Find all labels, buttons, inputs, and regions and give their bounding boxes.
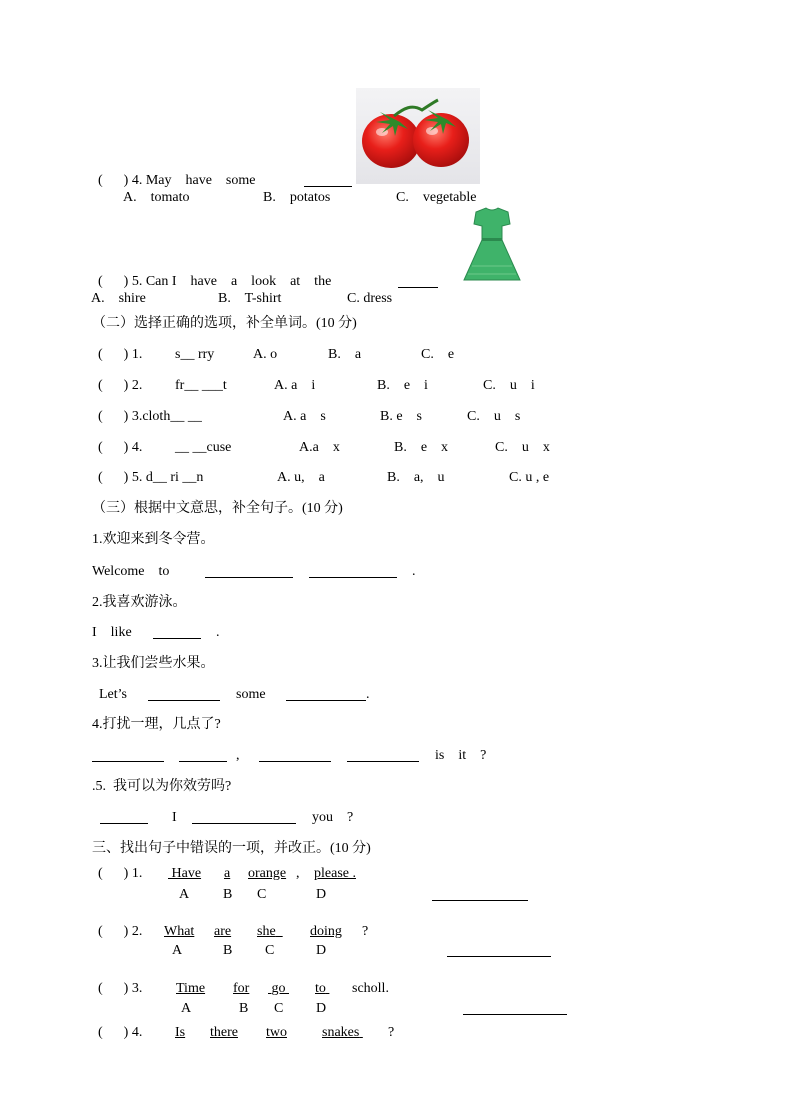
err-q1-letter-a: A: [179, 887, 190, 902]
err-q1-answer-blank[interactable]: [432, 887, 528, 906]
s3-2-blank[interactable]: [153, 625, 201, 644]
q4-option-b: B. potatos: [263, 190, 331, 205]
s3-5-english-b: you ?: [312, 810, 354, 825]
err-q3-letter-c: C: [274, 1001, 284, 1016]
err-q2-letter-d: D: [316, 943, 327, 958]
s2-q3-paren: ( ) 3.cloth__ __: [98, 409, 202, 424]
q4-option-c: C. vegetable: [396, 190, 477, 205]
tomato-image: [356, 88, 480, 184]
s2-q2-a: A. a i: [274, 378, 316, 393]
s2-q2-paren: ( ) 2.: [98, 378, 143, 393]
s2-q5-b: B. a, u: [387, 470, 445, 485]
s3-2-english: I like: [92, 625, 132, 640]
s3-5-blank-1[interactable]: [100, 810, 148, 829]
s3-1-blank-1[interactable]: [205, 564, 293, 583]
q4-stem: ( ) 4. May have some: [98, 173, 256, 188]
s2-q5-paren: ( ) 5. d__ ri __n: [98, 470, 204, 485]
s2-q1-a: A. o: [253, 347, 278, 362]
s2-q2-b: B. e i: [377, 378, 428, 393]
s3-2-period: .: [216, 625, 220, 640]
s2-q4-c: C. u x: [495, 440, 550, 455]
err-q2-word-b: are: [214, 924, 232, 939]
q5-blank[interactable]: [398, 274, 438, 293]
err-q3-letter-b: B: [239, 1001, 249, 1016]
err-q4-word-d: snakes: [322, 1025, 360, 1040]
s3-1-chinese: 1.欢迎来到冬令营。: [92, 532, 215, 547]
s2-q4-a: A.a x: [299, 440, 340, 455]
s2-q1-b: B. a: [328, 347, 362, 362]
s3-1-english: Welcome to: [92, 564, 170, 579]
err-q2-word-a: What: [164, 924, 195, 939]
s2-q1-c: C. e: [421, 347, 455, 362]
s2-q2-c: C. u i: [483, 378, 535, 393]
s2-q5-a: A. u, a: [277, 470, 325, 485]
s3-4-comma: ,: [236, 748, 240, 763]
err-q3-letter-d: D: [316, 1001, 327, 1016]
s2-q2-word: fr__ ___t: [175, 378, 227, 393]
s3-4-blank-4[interactable]: [347, 748, 419, 767]
err-q4-word-a: Is: [175, 1025, 186, 1040]
s3-3-chinese: 3.让我们尝些水果。: [92, 656, 215, 671]
s3-3-period: .: [366, 687, 370, 702]
s2-q4-b: B. e x: [394, 440, 449, 455]
err-q3-answer-blank[interactable]: [463, 1001, 567, 1020]
err-q2-answer-blank[interactable]: [447, 943, 551, 962]
err-q3-tail: scholl.: [352, 981, 389, 996]
err-q1-word-d: please .: [314, 866, 356, 881]
err-q4-word-b: there: [210, 1025, 238, 1040]
s3-5-english-a: I: [172, 810, 177, 825]
s3-3-english-a: Let’s: [99, 687, 127, 702]
err-q1-letter-c: C: [257, 887, 267, 902]
err-q3-letter-a: A: [181, 1001, 192, 1016]
s3-4-english-b: is it ?: [435, 748, 487, 763]
err-q2-letter-b: B: [223, 943, 233, 958]
err-q2-word-c: she: [257, 924, 276, 939]
err-q4-word-c: two: [266, 1025, 287, 1040]
s2-q5-c: C. u , e: [509, 470, 550, 485]
q5-option-a: A. shire: [91, 291, 146, 306]
err-q3-word-c: go: [271, 981, 286, 996]
err-q3-paren: ( ) 3.: [98, 981, 143, 996]
err-q1-word-a: Have: [171, 866, 202, 881]
err-q1-word-b: a: [224, 866, 231, 881]
s3-3-blank-2[interactable]: [286, 687, 366, 706]
err-q1-word-c: orange: [248, 866, 287, 881]
q4-option-a: A. tomato: [123, 190, 190, 205]
err-q4-tail: ?: [388, 1025, 395, 1040]
section3-title: （三）根据中文意思，补全句子。(10 分): [92, 501, 343, 516]
err-q3-word-a: Time: [176, 981, 206, 996]
s2-q1-word: s__ rry: [175, 347, 215, 362]
s3-4-chinese: 4.打扰一理，几点了?: [92, 717, 221, 732]
q5-option-c: C. dress: [347, 291, 393, 306]
section2-title: （二）选择正确的选项，补全单词。(10 分): [92, 316, 357, 331]
s2-q1-paren: ( ) 1.: [98, 347, 143, 362]
err-q2-tail: ?: [362, 924, 369, 939]
s2-q4-paren: ( ) 4.: [98, 440, 143, 455]
s2-q3-a: A. a s: [283, 409, 326, 424]
s2-q3-b: B. e s: [380, 409, 422, 424]
s3-3-english-b: some: [236, 687, 266, 702]
error-section-title: 三、找出句子中错误的一项，并改正。(10 分): [92, 841, 371, 856]
err-q1-letter-d: D: [316, 887, 327, 902]
err-q4-paren: ( ) 4.: [98, 1025, 143, 1040]
s3-4-blank-1[interactable]: [92, 748, 164, 767]
err-q3-word-d: to: [315, 981, 326, 996]
s3-4-blank-3[interactable]: [259, 748, 331, 767]
err-q1-paren: ( ) 1.: [98, 866, 143, 881]
s3-1-period: .: [412, 564, 416, 579]
s2-q4-word: __ __cuse: [175, 440, 232, 455]
err-q2-paren: ( ) 2.: [98, 924, 143, 939]
err-q2-word-d: doing: [310, 924, 342, 939]
s3-3-blank-1[interactable]: [148, 687, 220, 706]
err-q1-letter-b: B: [223, 887, 233, 902]
s3-1-blank-2[interactable]: [309, 564, 397, 583]
s3-4-blank-2[interactable]: [179, 748, 227, 767]
err-q2-letter-a: A: [172, 943, 183, 958]
err-q1-comma: ,: [296, 866, 300, 881]
q5-stem: ( ) 5. Can I have a look at the: [98, 274, 332, 289]
s2-q3-c: C. u s: [467, 409, 521, 424]
q5-option-b: B. T-shirt: [218, 291, 282, 306]
s3-2-chinese: 2.我喜欢游泳。: [92, 595, 187, 610]
err-q2-letter-c: C: [265, 943, 275, 958]
err-q3-word-b: for: [233, 981, 250, 996]
s3-5-blank-2[interactable]: [192, 810, 296, 829]
s3-5-chinese: .5. 我可以为你效劳吗?: [92, 779, 232, 794]
dress-image: [442, 206, 542, 286]
